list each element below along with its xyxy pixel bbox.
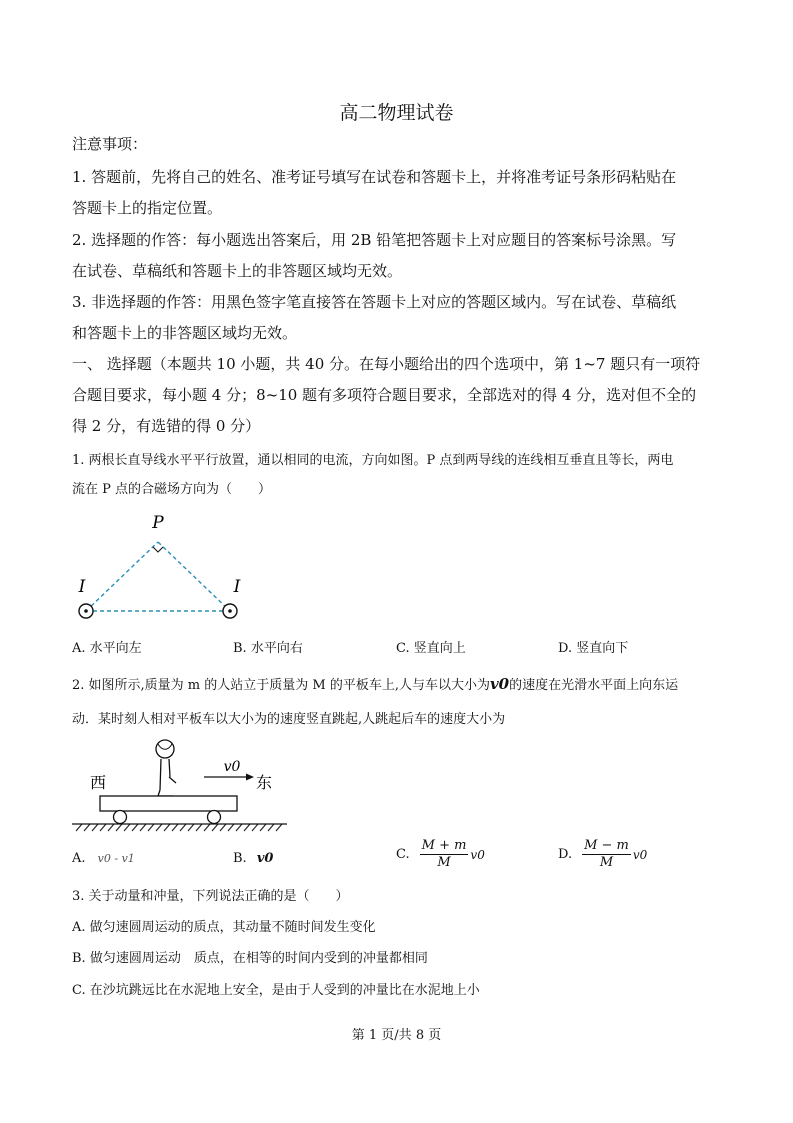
notice-item-3-line-1: 3. 非选择题的作答：用黑色签字笔直接答在答题卡上对应的答题区域内。写在试卷、草稿纸 xyxy=(72,293,677,311)
page-title: 高二物理试卷 xyxy=(339,102,454,124)
q1-stem-line-2: 流在 P 点的合磁场方向为（ ） xyxy=(72,482,272,497)
q2-stem-line-2: 动．某时刻人相对平板车以大小为的速度竖直跳起,人跳起后车的速度大小为 xyxy=(72,712,506,727)
q3-option-c: C. 在沙坑跳远比在水泥地上安全，是由于人受到的冲量比在水泥地上小 xyxy=(72,983,480,998)
q2-stem-text-a: 2. 如图所示,质量为 m 的人站立于质量为 M 的平板车上,人与车以大小为 xyxy=(72,678,490,693)
right-angle-mark xyxy=(153,547,163,552)
q2-option-c-label: C. xyxy=(396,847,410,862)
q2-stem-line-1 xyxy=(72,674,732,696)
person-body-icon xyxy=(158,759,176,796)
q2-option-b-label: B. xyxy=(233,851,247,866)
notice-item-1-line-1: 1. 答题前，先将自己的姓名、准考证号填写在试卷和答题卡上，并将准考证号条形码粘贴在 xyxy=(72,168,677,186)
q2-option-d-tail: v0 xyxy=(632,847,648,862)
q2-option-c-denominator: M xyxy=(437,855,451,870)
q2-stem-text-b: 的速度在光滑水平面上向东运 xyxy=(509,678,679,693)
q2-option-d xyxy=(558,838,647,871)
dashed-line-left xyxy=(86,542,158,611)
q1-option-a: A. 水平向左 xyxy=(72,641,142,656)
q2-option-d-label: D. xyxy=(558,847,573,862)
section-heading-line-1: 一、 选择题（本题共 10 小题，共 40 分。在每小题给出的四个选项中，第 1~7 题只有一项符 xyxy=(72,355,701,373)
page-footer: 第 1 页/共 8 页 xyxy=(351,1028,442,1043)
current-right-label: I xyxy=(233,577,241,597)
q2-option-c xyxy=(396,838,485,871)
notice-item-3-line-2: 和答题卡上的非答题区域均无效。 xyxy=(72,324,298,342)
q2-option-b xyxy=(233,851,273,866)
q3-stem: 3. 关于动量和冲量，下列说法正确的是（ ） xyxy=(72,889,349,904)
q2-stem-v0: v0 xyxy=(489,675,510,693)
q1-option-b: B. 水平向右 xyxy=(233,641,303,656)
q1-stem-line-1: 1. 两根长直导线水平平行放置，通以相同的电流，方向如图。P 点到两导线的连线相互垂直且等长，两电 xyxy=(72,453,674,468)
q2-option-d-numerator: M − m xyxy=(584,838,629,853)
west-label: 西 xyxy=(90,773,107,792)
current-left-label: I xyxy=(78,577,86,597)
ground-hatching xyxy=(76,824,282,831)
q2-option-a xyxy=(72,851,135,866)
q2-option-d-fraction xyxy=(582,838,631,871)
notice-item-1-line-2: 答题卡上的指定位置。 xyxy=(72,199,223,217)
cart-body xyxy=(100,796,237,811)
notice-item-2-line-2: 在试卷、草稿纸和答题卡上的非答题区域均无效。 xyxy=(72,262,403,280)
notice-heading: 注意事项： xyxy=(72,135,148,153)
cart-wheel-left-icon xyxy=(114,811,127,824)
east-label: 东 xyxy=(256,773,273,792)
cart-wheel-right-icon xyxy=(208,811,221,824)
q2-option-c-numerator: M + m xyxy=(421,838,467,853)
q2-option-b-expression: v0 xyxy=(256,851,274,866)
q1-option-d: D. 竖直向下 xyxy=(558,641,629,656)
q2-option-c-tail: v0 xyxy=(470,847,485,862)
q2-option-d-denominator: M xyxy=(599,855,614,870)
q1-wire-figure xyxy=(66,510,266,625)
section-heading-line-2: 合题目要求，每小题 4 分；8~10 题有多项符合题目要求，全部选对的得 4 分，选对但不全的 xyxy=(72,386,697,404)
q2-option-a-label: A. xyxy=(72,851,86,866)
q2-cart-figure xyxy=(72,735,292,835)
q3-option-b: B. 做匀速圆周运动 质点，在相等的时间内受到的冲量都相同 xyxy=(72,951,428,966)
velocity-label: v0 xyxy=(223,759,241,775)
q1-option-c: C. 竖直向上 xyxy=(396,641,466,656)
q2-option-c-fraction xyxy=(420,838,469,871)
notice-item-2-line-1: 2. 选择题的作答：每小题选出答案后，用 2B 铅笔把答题卡上对应题目的答案标号涂黑。写 xyxy=(72,231,677,249)
q3-option-a: A. 做匀速圆周运动的质点，其动量不随时间发生变化 xyxy=(72,920,376,935)
point-p-label: P xyxy=(152,513,164,533)
q2-option-a-expression: v0 - v1 xyxy=(97,852,135,865)
section-heading-line-3: 得 2 分，有选错的得 0 分） xyxy=(72,417,261,435)
dashed-line-right xyxy=(158,542,230,611)
